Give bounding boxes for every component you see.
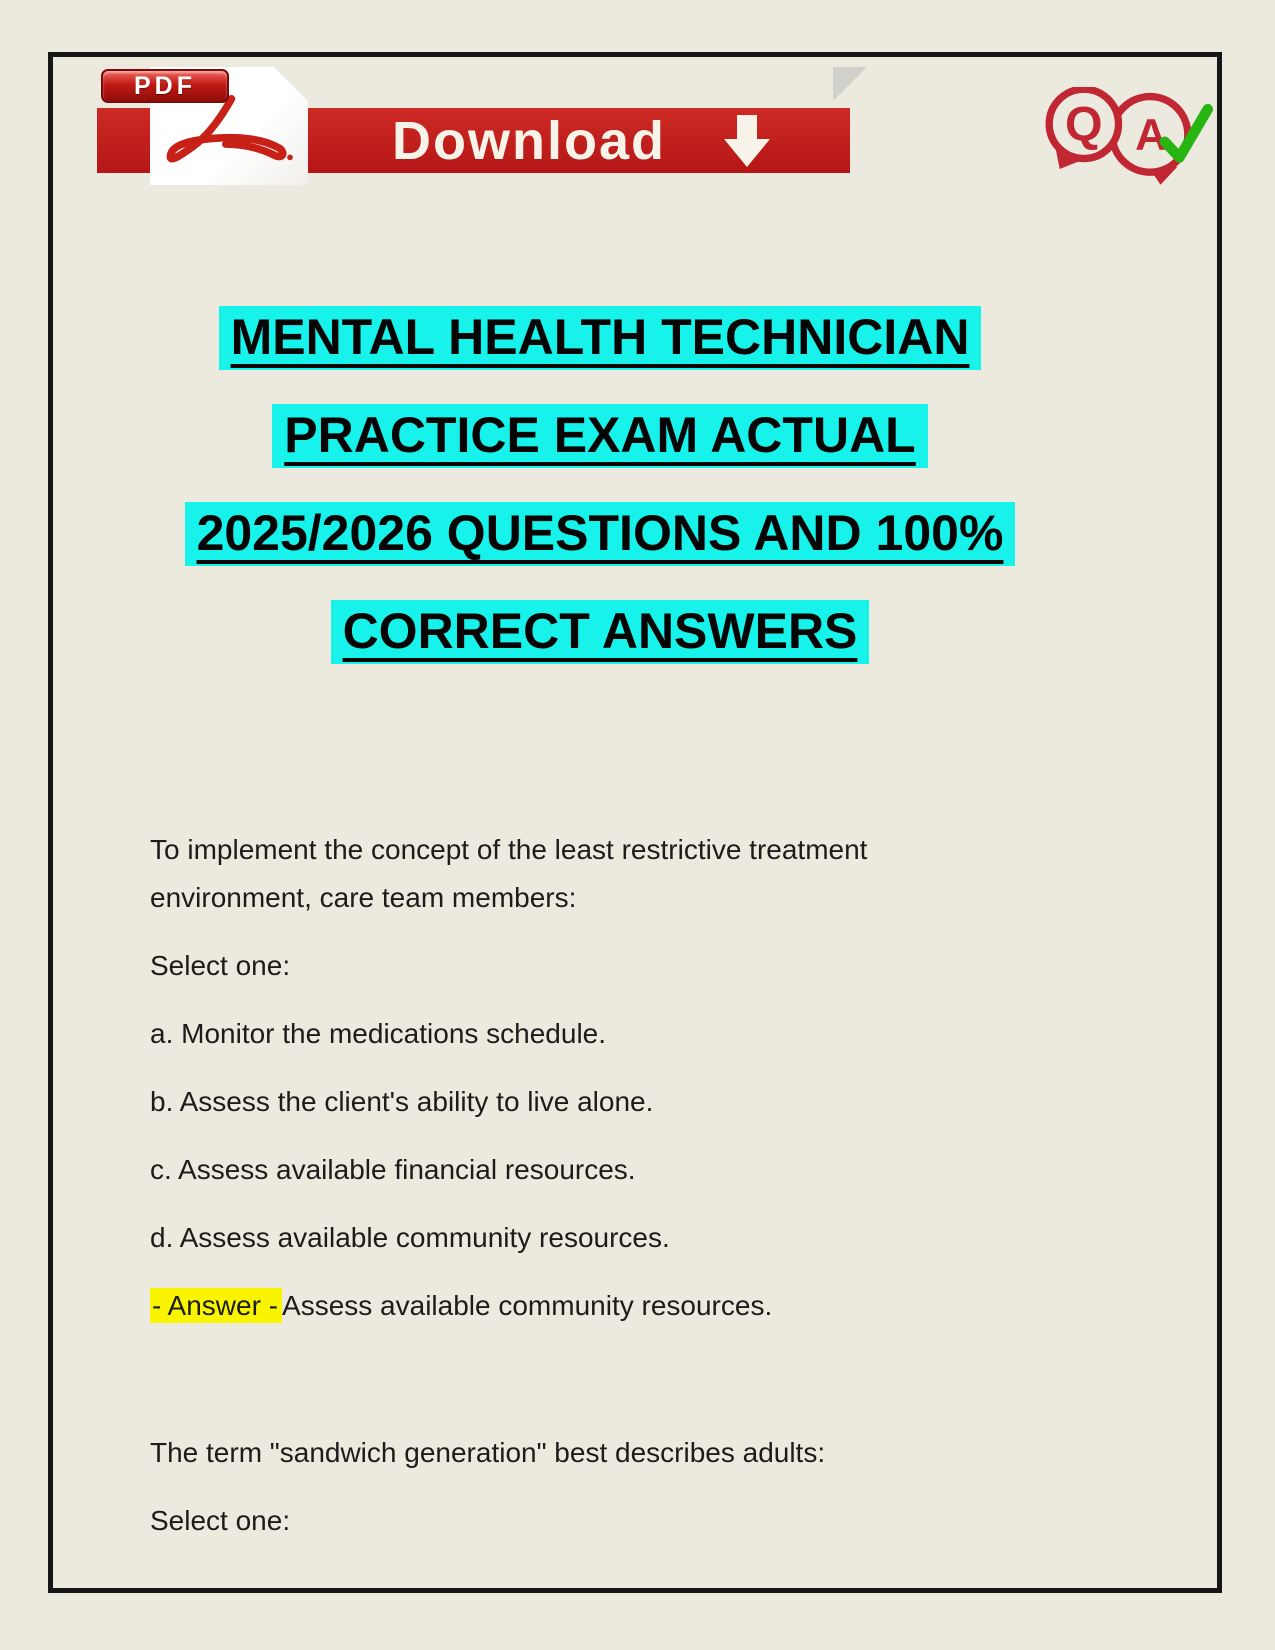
answer-highlight: - Answer -	[150, 1288, 282, 1323]
answer-text: Assess available community resources.	[282, 1290, 773, 1321]
question-1-answer	[150, 1282, 1030, 1330]
question-1-option-d: d. Assess available community resources.	[150, 1222, 670, 1253]
question-1-select-label: Select one:	[150, 950, 291, 981]
question-2-text: The term "sandwich generation" best describes adults:	[150, 1437, 826, 1468]
document-title	[150, 306, 1050, 664]
page-border-frame	[48, 52, 1222, 1593]
q-letter: Q	[1065, 97, 1103, 152]
pdf-badge-label: PDF	[134, 71, 196, 100]
question-2-select-label: Select one:	[150, 1505, 291, 1536]
question-1-text: To implement the concept of the least restrictive treatment environment, care team members:	[150, 834, 868, 913]
content-column	[53, 57, 1217, 1565]
title-line-3: 2025/2026 QUESTIONS AND 100%	[150, 502, 1050, 566]
title-line-1: MENTAL HEALTH TECHNICIAN	[150, 306, 1050, 370]
a-letter: A	[1135, 111, 1167, 161]
download-button-label[interactable]: Download	[392, 110, 666, 171]
question-1-option-c: c. Assess available financial resources.	[150, 1154, 636, 1185]
question-1-option-a: a. Monitor the medications schedule.	[150, 1018, 607, 1049]
question-1-option-b: b. Assess the client's ability to live alone.	[150, 1086, 654, 1117]
title-line-4: CORRECT ANSWERS	[150, 600, 1050, 664]
title-line-2: PRACTICE EXAM ACTUAL	[150, 404, 1050, 468]
